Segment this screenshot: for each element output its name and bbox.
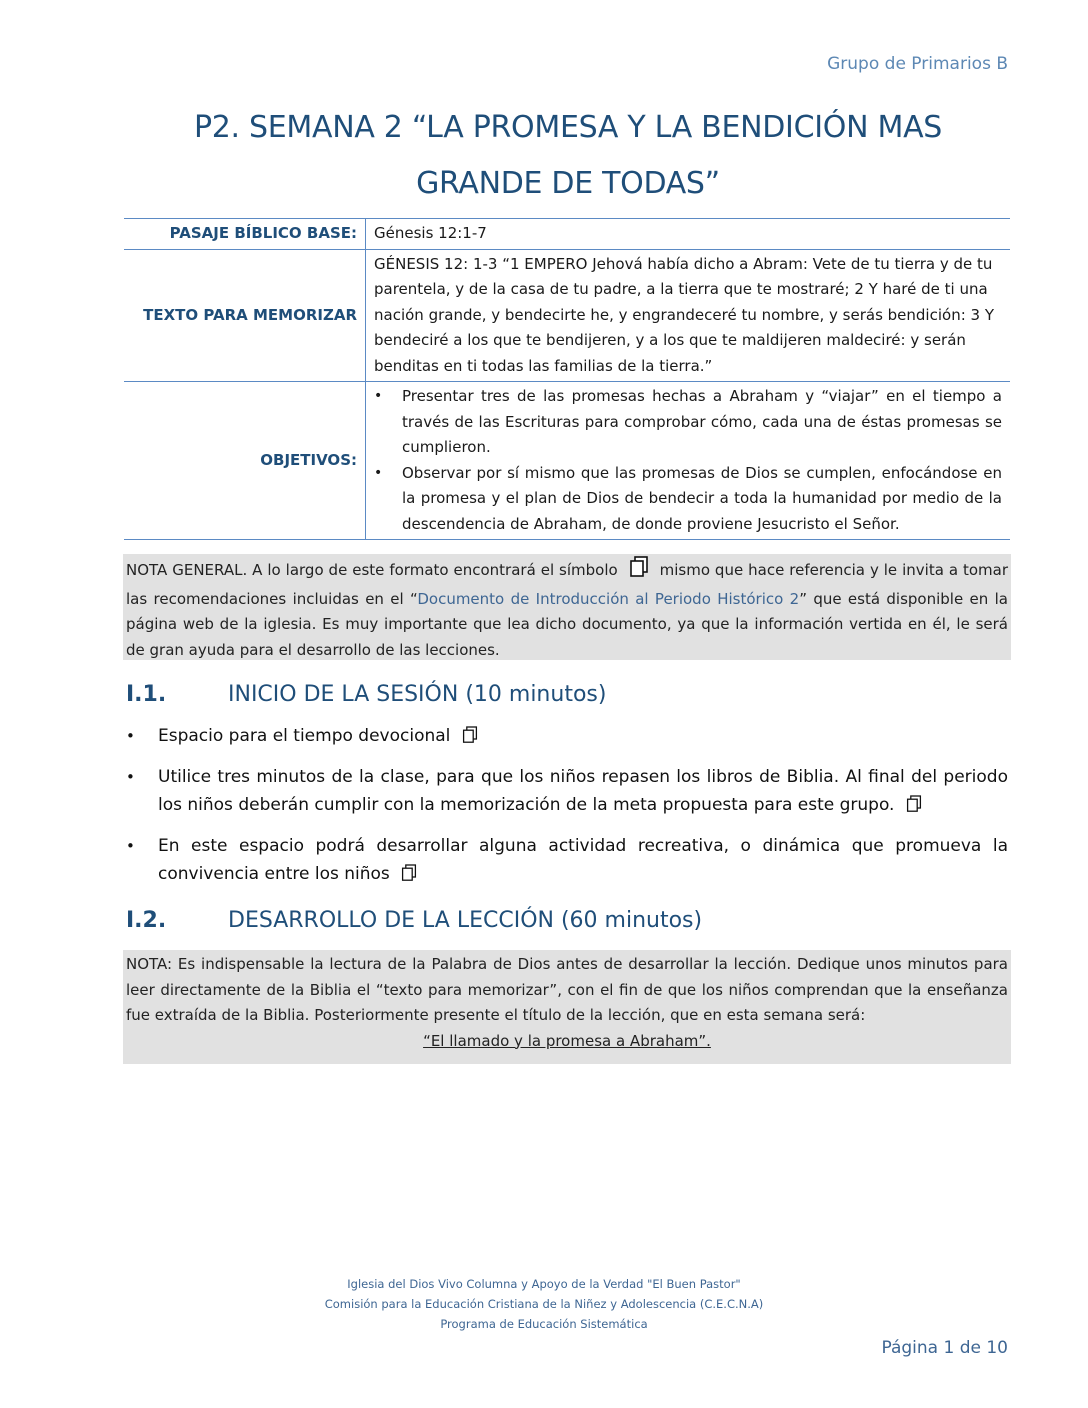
documents-icon <box>401 863 417 891</box>
documents-icon <box>462 725 478 753</box>
list-item <box>126 722 1008 753</box>
section-2-number: I.2. <box>126 908 167 933</box>
list-item: • Presentar tres de las promesas hechas a Abraham y “viajar” en el tiempo a través de las Escrituras para comprobar cómo, cada una de éstas promesas se cumplieron. <box>374 384 1002 461</box>
note-text-3: ” que está disponible en la página web de la iglesia. Es muy importante que lea dicho documento, ya que la información vertida en él, le será de gran ayuda para el desarrollo de las lecciones. <box>126 589 1008 659</box>
page-number: Página 1 de 10 <box>881 1338 1008 1358</box>
objetivos-list <box>374 384 1002 537</box>
footer-line-1: Iglesia del Dios Vivo Columna y Apoyo de la Verdad "El Buen Pastor" <box>347 1277 741 1291</box>
note-text-1: NOTA GENERAL. A lo largo de este formato encontrará el símbolo <box>126 561 618 579</box>
texto-label: TEXTO PARA MEMORIZAR <box>124 249 366 382</box>
lesson-title: “El llamado y la promesa a Abraham”. <box>423 1031 711 1050</box>
list-item <box>126 832 1008 891</box>
list-item-text: Utilice tres minutos de la clase, para que los niños repasen los libros de Biblia. Al final del periodo los niños deberán cumplir con la memorización de la meta propuesta para este grupo. <box>158 767 1008 815</box>
lesson-info-table <box>124 218 1010 540</box>
section-2-heading <box>126 908 702 933</box>
documents-icon <box>906 794 922 822</box>
footer-line-2: Comisión para la Educación Cristiana de la Niñez y Adolescencia (C.E.C.N.A) <box>324 1297 764 1311</box>
lesson-note-text: NOTA: Es indispensable la lectura de la Palabra de Dios antes de desarrollar la lección. Dedique unos minutos para leer directamente de la Biblia el “texto para memorizar”, con el fin de que los niños comprendan que la enseñanza fue extraída de la Biblia. Posteriormente presente el título de la lección, que en esta semana será: <box>126 955 1008 1024</box>
intro-document-name: Documento de Introducción al Periodo Histórico 2 <box>417 589 800 608</box>
section-1-number: I.1. <box>126 682 167 707</box>
title-line-1: P2. SEMANA 2 “LA PROMESA Y LA BENDICIÓN MAS <box>193 110 943 145</box>
table-row <box>124 249 1010 382</box>
page-title <box>124 100 1012 212</box>
section-2-title: DESARROLLO DE LA LECCIÓN (60 minutos) <box>228 908 703 933</box>
section-1-title: INICIO DE LA SESIÓN (10 minutos) <box>228 682 607 707</box>
general-note <box>123 554 1011 660</box>
list-item-text: Espacio para el tiempo devocional <box>158 726 451 746</box>
title-line-2: GRANDE DE TODAS” <box>416 166 720 201</box>
table-row <box>124 219 1010 250</box>
lesson-note <box>123 950 1011 1064</box>
texto-value: GÉNESIS 12: 1-3 “1 EMPERO Jehová había dicho a Abram: Vete de tu tierra y de tu parentela, y de la casa de tu padre, a la tierra que te mostraré; 2 Y haré de ti una nación grande, y bendecirte he, y engrandeceré tu nombre, y serás bendición: 3 Y bendeciré a los que te bendijeren, y a los que te maldijeren maldeciré: y serán benditas en ti todas las familias de la tierra.” <box>366 249 1011 382</box>
list-item <box>126 763 1008 822</box>
group-header: Grupo de Primarios B <box>827 54 1008 74</box>
note-text-2: mismo que hace referencia y le invita a tomar las recomendaciones incluidas en el “ <box>126 561 1008 608</box>
section-1-list <box>126 722 1008 901</box>
objetivos-value <box>366 382 1011 540</box>
table-row <box>124 382 1010 540</box>
footer <box>0 1274 1088 1334</box>
pasaje-value: Génesis 12:1-7 <box>366 219 1011 250</box>
list-item-text: En este espacio podrá desarrollar alguna actividad recreativa, o dinámica que promueva la convivencia entre los niños <box>158 836 1008 884</box>
pasaje-label: PASAJE BÍBLICO BASE: <box>124 219 366 250</box>
documents-icon <box>629 556 649 587</box>
footer-line-3: Programa de Educación Sistemática <box>440 1317 648 1331</box>
section-1-heading <box>126 682 606 707</box>
objetivos-label: OBJETIVOS: <box>124 382 366 540</box>
list-item: • Observar por sí mismo que las promesas de Dios se cumplen, enfocándose en la promesa y el plan de Dios de bendecir a toda la humanidad por medio de la descendencia de Abraham, de donde proviene Jesucristo el Señor. <box>374 461 1002 538</box>
